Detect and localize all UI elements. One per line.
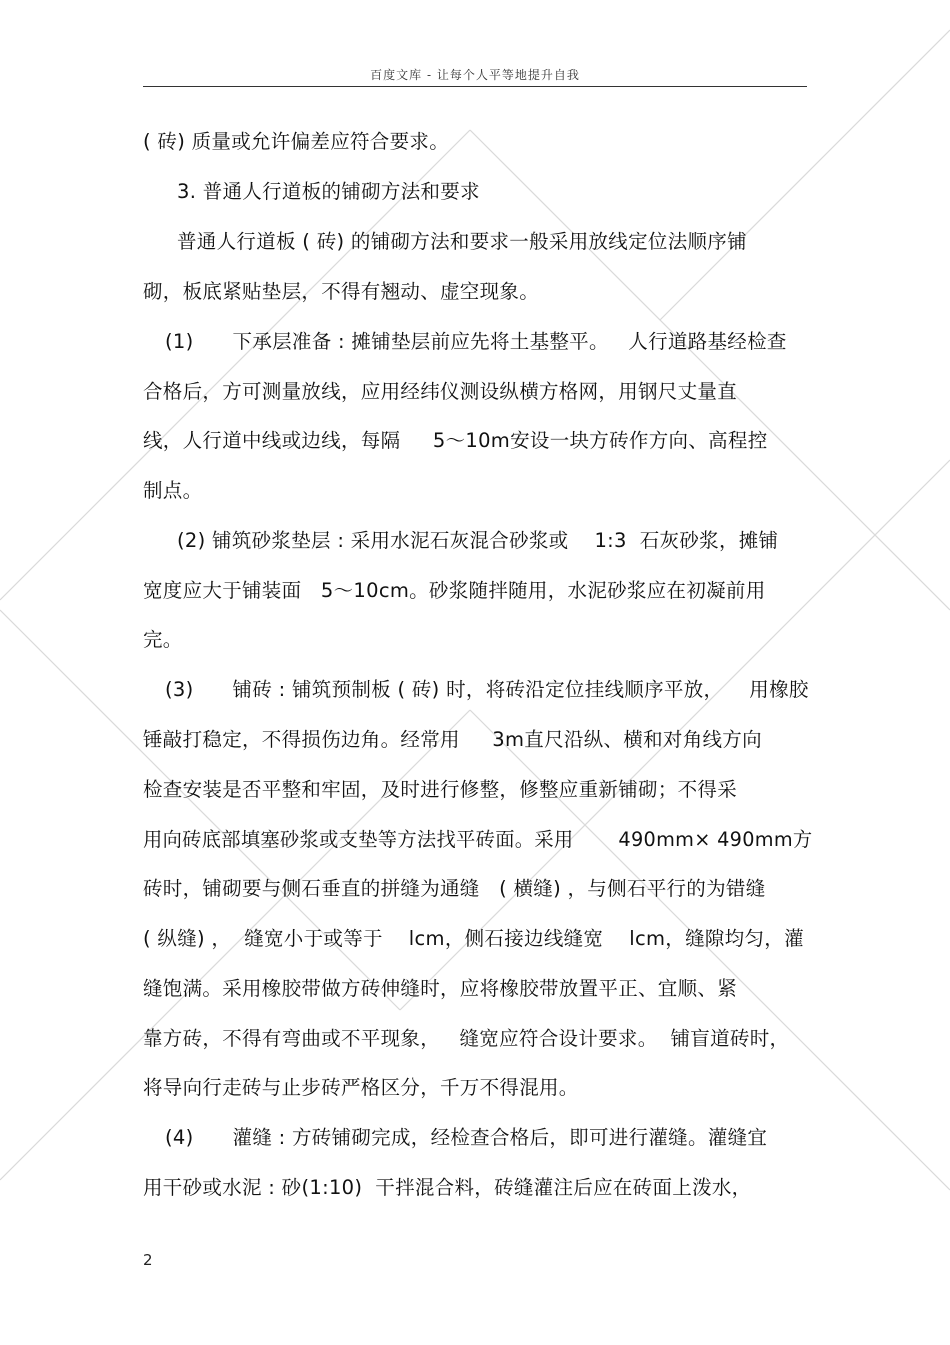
- body-line: 缝饱满。采用橡胶带做方砖伸缝时，应将橡胶带放置平正、宜顺、紧: [143, 977, 738, 1000]
- body-line: 合格后，方可测量放线，应用经纬仪测设纵横方格网，用钢尺丈量直: [143, 380, 738, 403]
- body-line: 靠方砖，不得有弯曲或不平现象， 缝宽应符合设计要求。 铺盲道砖时，: [143, 1027, 790, 1050]
- body-line: (3) 铺砖 : 铺筑预制板 ( 砖) 时，将砖沿定位挂线顺序平放， 用橡胶: [165, 678, 809, 701]
- body-line: 用向砖底部填塞砂浆或支垫等方法找平砖面。采用 490mm× 490mm方: [143, 828, 813, 851]
- body-line: 用干砂或水泥 : 砂(1:10) 干拌混合料，砖缝灌注后应在砖面上泼水，: [143, 1176, 752, 1199]
- page-number: 2: [143, 1251, 153, 1269]
- body-line: 普通人行道板 ( 砖) 的铺砌方法和要求一般采用放线定位法顺序铺: [177, 230, 747, 253]
- body-line: 完。: [143, 628, 183, 651]
- body-line: ( 纵缝) ， 缝宽小于或等于 lcm，侧石接边线缝宽 lcm，缝隙均匀，灌: [143, 927, 804, 950]
- body-line: 检查安装是否平整和牢固，及时进行修整，修整应重新铺砌；不得采: [143, 778, 738, 801]
- body-line: (4) 灌缝 : 方砖铺砌完成，经检查合格后，即可进行灌缝。灌缝宜: [165, 1126, 768, 1149]
- body-line: 砌，板底紧贴垫层，不得有翘动、虚空现象。: [143, 280, 540, 303]
- body-line: 宽度应大于铺装面 5～10cm。砂浆随拌随用，水泥砂浆应在初凝前用: [143, 579, 766, 602]
- body-line: ( 砖) 质量或允许偏差应符合要求。: [143, 130, 450, 153]
- body-line: 锤敲打稳定，不得损伤边角。经常用 3m直尺沿纵、横和对角线方向: [143, 728, 762, 751]
- body-line: (2) 铺筑砂浆垫层 : 采用水泥石灰混合砂浆或 1:3 石灰砂浆，摊铺: [177, 529, 779, 552]
- body-line: 将导向行走砖与止步砖严格区分，千万不得混用。: [143, 1076, 579, 1099]
- body-line: (1) 下承层准备 : 摊铺垫层前应先将土基整平。 人行道路基经检查: [165, 330, 787, 353]
- header-rule: [143, 86, 807, 87]
- body-line: 制点。: [143, 479, 203, 502]
- page-header: 百度文库 - 让每个人平等地提升自我: [370, 68, 580, 82]
- body-line: 砖时，铺砌要与侧石垂直的拼缝为通缝 ( 横缝) ，与侧石平行的为错缝: [143, 877, 766, 900]
- body-line: 线，人行道中线或边线，每隔 5～10m安设一块方砖作方向、高程控: [143, 429, 768, 452]
- section-heading: 3. 普通人行道板的铺砌方法和要求: [177, 180, 480, 203]
